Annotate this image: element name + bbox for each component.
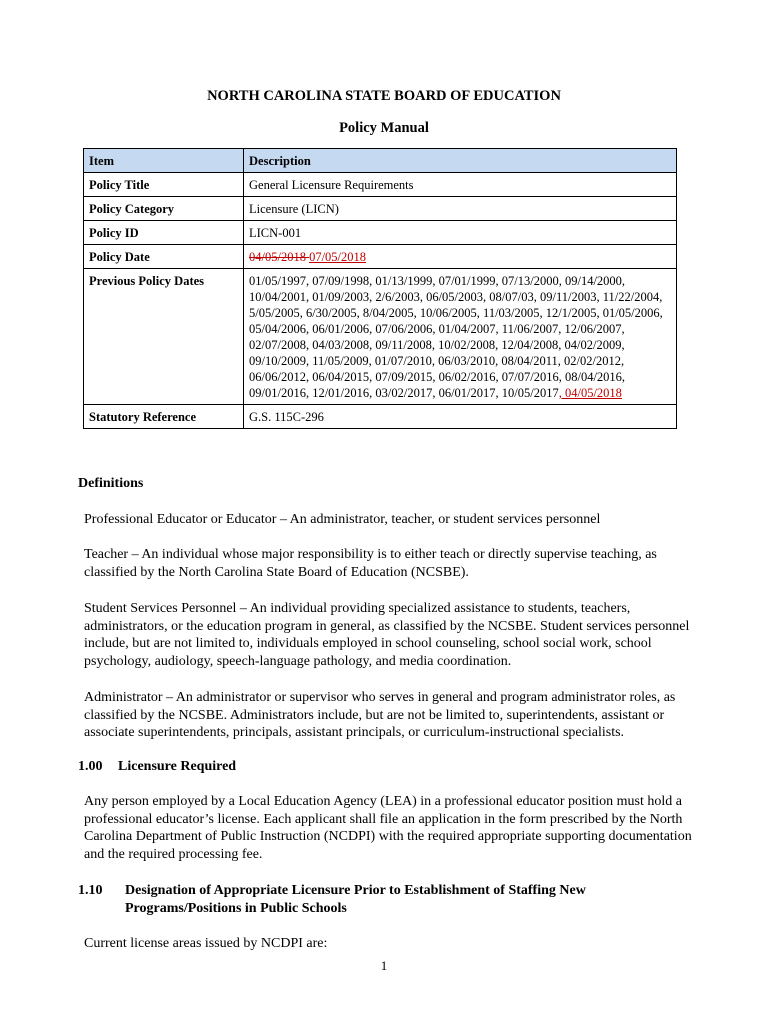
document-subtitle: Policy Manual: [339, 120, 429, 136]
table-row: [84, 221, 677, 245]
policy-id-value: LICN-001: [244, 221, 677, 245]
policy-category-label: Policy Category: [84, 197, 244, 221]
definitions-heading: Definitions: [78, 476, 144, 491]
policy-category-value: Licensure (LICN): [244, 197, 677, 221]
policy-date-value: [244, 245, 677, 269]
table-row: [84, 245, 677, 269]
section-title: Licensure Required: [118, 759, 237, 774]
statutory-label: Statutory Reference: [84, 405, 244, 429]
previous-dates-label: Previous Policy Dates: [84, 269, 244, 405]
policy-id-label: Policy ID: [84, 221, 244, 245]
section-title: Designation of Appropriate Licensure Prior to Establishment of Staffing New Programs/Positions in Public Schools: [125, 883, 586, 916]
deleted-date: 04/05/2018: [249, 250, 310, 264]
previous-dates-list: 01/05/1997, 07/09/1998, 01/13/1999, 07/01/1999, 07/13/2000, 09/14/2000, 10/04/2001, 01/09/2003, 2/6/2003, 06/05/2003, 08/07/03, 09/11/2003, 11/22/2004, 5/05/2005, 6/30/2005, 8/04/2005, 10/06/2005, 11/03/2005, 12/1/2005, 01/05/2006, 05/04/2006, 06/01/2006, 07/06/2006, 01/04/2007, 11/06/2007, 12/06/2007, 02/07/2008, 04/03/2008, 09/11/2008, 10/02/2008, 12/04/2008, 04/02/2009, 09/10/2009, 11/05/2009, 01/07/2010, 06/03/2010, 08/04/2011, 02/02/2012, 06/06/2012, 06/04/2015, 07/09/2015, 06/02/2016, 07/07/2016, 08/04/2016, 09/01/2016, 12/01/2016, 03/02/2017, 06/01/2017, 10/05/2017: [249, 274, 663, 400]
section-1-00-heading: [78, 759, 236, 775]
inserted-previous-date: , 04/05/2018: [558, 386, 622, 400]
policy-date-label: Policy Date: [84, 245, 244, 269]
header-description: Description: [244, 149, 677, 173]
statutory-value: G.S. 115C-296: [244, 405, 677, 429]
document-title: NORTH CAROLINA STATE BOARD OF EDUCATION: [207, 88, 561, 104]
definition-professional: Professional Educator or Educator – An administrator, teacher, or student services personnel: [84, 512, 601, 527]
table-header-row: [84, 149, 677, 173]
section-1-10-text: Current license areas issued by NCDPI are:: [84, 936, 328, 951]
section-1-10-heading: [78, 882, 698, 918]
page-number: 1: [380, 958, 388, 973]
section-number: 1.00: [78, 759, 103, 774]
definition-student-services: Student Services Personnel – An individual providing specialized assistance to students, teachers, administrators, or the education program in general, as classified by the NCSBE. Student services personnel include, but are not limited to, individuals employed in school counseling, school social work, school psychology, audiology, speech-language pathology, and media coordination.: [84, 601, 690, 669]
section-1-00-text: Any person employed by a Local Education Agency (LEA) in a professional educator position must hold a professional educator’s license. Each applicant shall file an application in the form prescribed by the North Carolina Department of Public Instruction (NCDPI) with the required appropriate supporting documentation and the required processing fee.: [84, 794, 692, 862]
table-row: [84, 173, 677, 197]
definition-administrator: Administrator – An administrator or supervisor who serves in general and program administrator roles, as classified by the NCSBE. Administrators include, but are not be limited to, superintendents, assistant or associate superintendents, principals, assistant principals, or curriculum-instructional specialists.: [84, 690, 676, 740]
definition-teacher: Teacher – An individual whose major responsibility is to either teach or directly supervise teaching, as classified by the North Carolina State Board of Education (NCSBE).: [84, 547, 657, 580]
section-number: 1.10: [78, 883, 103, 898]
table-row: [84, 405, 677, 429]
policy-title-value: General Licensure Requirements: [244, 173, 677, 197]
policy-title-label: Policy Title: [84, 173, 244, 197]
inserted-date: 07/05/2018: [309, 250, 367, 264]
previous-dates-value: [244, 269, 677, 405]
table-row: [84, 269, 677, 405]
table-row: [84, 197, 677, 221]
policy-table: [83, 148, 677, 429]
header-item: Item: [84, 149, 244, 173]
